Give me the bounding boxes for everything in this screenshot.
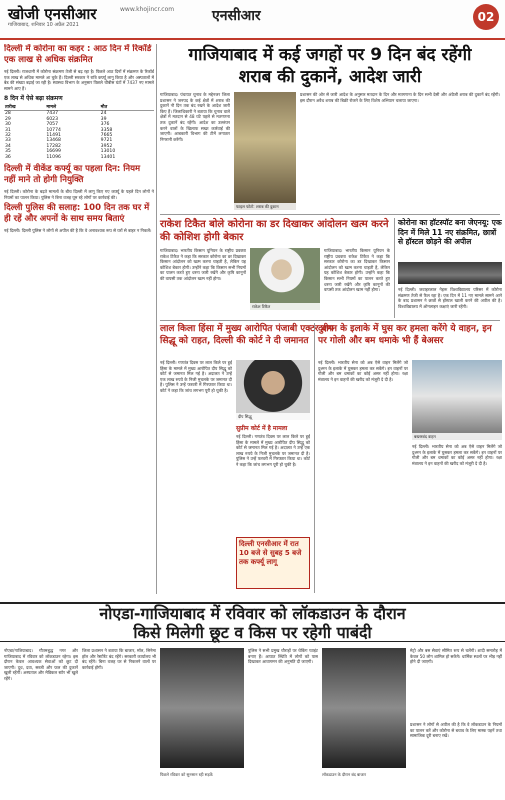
liquor-photo-caption: फाइल फोटो: शराब की दुकान [234, 203, 296, 210]
lockdown-street-photo-right [322, 648, 406, 768]
tikait-article-body-cont: गाजियाबाद। भारतीय किसान यूनियन के राष्ट्रीय प्रवक्ता राकेश टिकैत ने कहा कि सरकार कोरोना का डर दिखाकर किसान आंदोलन को खत्म करना चाहती है, लेकिन यह कोशिश बेकार होगी। उन्होंने कहा कि किसान सभी नियमों का पालन करते हुए धरना जारी रखेंगे और कृषि कानूनों की वापसी तक आंदोलन खत्म नहीं होगा। [324, 248, 390, 293]
fort-headline: लाल किला हिंसा में मुख्य आरोपित पंजाबी एक्टर दीप सिद्धू को राहत, दिल्ली की कोर्ट ने दी जमानत [160, 324, 334, 346]
liquor-shop-photo [234, 92, 296, 210]
column-divider [314, 323, 315, 593]
table-cell: 17282 [46, 143, 61, 149]
table-cell: 7665 [100, 133, 113, 138]
column-divider [156, 44, 157, 594]
tikait-photo [250, 248, 320, 310]
fort-article-body-2: नई दिल्ली। गणतंत्र दिवस पर लाल किले पर हुई हिंसा के मामले में मुख्य आरोपित दीप सिद्धू को कोर्ट से जमानत मिल गई है। अदालत ने उन्हें एक लाख रुपये के निजी मुचलके पर जमानत दी है। पुलिस ने उन्हें फरवरी में गिरफ्तार किया था। कोर्ट ने कहा कि जांच लगभग पूरी हो चुकी है। [236, 434, 310, 467]
armored-vehicle-photo [412, 360, 502, 440]
section-divider [160, 320, 500, 321]
table-cell: 3952 [100, 143, 113, 149]
liquor-article-body-2: प्रशासन की ओर से जारी आदेश के अनुसार मतदान के दिन और मतगणना के दिन सभी देसी और अंग्रेजी शराब की दुकानें बंद रहेंगी। इस दौरान अवैध शराब की बिक्री रोकने के लिए विशेष अभियान चलाया जाएगा। [300, 92, 500, 103]
main-headline [160, 44, 500, 88]
table-cell: 24 [100, 111, 107, 117]
table-cell: 35 [5, 149, 11, 155]
dateline: गाजियाबाद, शनिवार 10 अप्रैल 2021 [8, 22, 79, 28]
table-header: मामले [45, 104, 99, 111]
fort-photo-caption: दीप सिद्धू [236, 413, 310, 420]
table-cell: 28 [5, 111, 11, 117]
jnu-article-body: नई दिल्ली। जवाहरलाल नेहरू विश्वविद्यालय परिसर में कोरोना संक्रमण तेजी से फैल रहा है। एक दिन में 11 नए मामले सामने आने के बाद प्रशासन ने छात्रों से हॉस्टल खाली करने की अपील की है। विश्वविद्यालय में ऑनलाइन कक्षाएं जारी रहेंगी। [398, 287, 502, 309]
table-cell: 33 [5, 138, 11, 144]
table-cell: 34 [5, 143, 11, 149]
liquor-article-body: गाजियाबाद। पंचायत चुनाव के मद्देनजर जिला प्रशासन ने जनपद के कई क्षेत्रों में शराब की दुकानें नौ दिन तक बंद रखने के आदेश जारी किए हैं। जिलाधिकारी ने बताया कि चुनाव वाले क्षेत्रों में मतदान से 48 घंटे पहले से मतगणना तक दुकानें बंद रहेंगी। आदेश का उल्लंघन करने वालों के खिलाफ सख्त कार्रवाई की जाएगी। आबकारी विभाग की टीमें लगातार निगरानी करेंगी। [160, 92, 230, 142]
left-headline-3: दिल्ली पुलिस की सलाह: 100 दिन तक घर में ही रहें और अपनों के साथ समय बिताएं [4, 203, 150, 225]
table-cell: 30 [5, 122, 11, 128]
lockdown-body-col2: जिला प्रशासन ने बताया कि बाजार, मॉल, सिनेमा हॉल और रेस्टोरेंट बंद रहेंगे। सरकारी कार्यालय भी बंद रहेंगे। बिना वजह घर से निकलने वालों पर कार्रवाई होगी। [82, 648, 156, 670]
table-cell: 376 [100, 122, 110, 128]
lockdown-caption-left: पिछले रविवार को सुनसान रही सड़कें [160, 772, 213, 777]
table-cell: 13468 [46, 138, 61, 144]
edition-url: www.khojincr.com [120, 6, 175, 13]
vehicle-article-body: नई दिल्ली। भारतीय सेना को अब ऐसे वाहन मिलेंगे जो दुश्मन के इलाके में घुसकर हमला कर सकेंगे। इन वाहनों पर गोली और बम धमाकों का कोई असर नहीं होगा। रक्षा मंत्रालय ने इन वाहनों की खरीद को मंजूरी दे दी है। [318, 360, 408, 382]
lockdown-body-col4: मेट्रो और बस सेवाएं सीमित रूप से चलेंगी। शादी समारोह में केवल 50 लोग शामिल हो सकेंगे। धार्मिक स्थलों पर भीड़ नहीं होने दी जाएगी। [410, 648, 502, 665]
left-body: नई दिल्ली। राजधानी में कोरोना संक्रमण तेजी से बढ़ रहा है। पिछले आठ दिनों में संक्रमण के रिकॉर्ड एक लाख से अधिक मामले आ चुके हैं। दिल्ली सरकार ने रात्रि कर्फ्यू लागू किया है और अस्पतालों में बेड की संख्या बढ़ाई जा रही है। स्वास्थ्य विभाग के अनुसार पिछले चौबीस घंटों में 7437 नए मामले सामने आए हैं। [4, 69, 154, 91]
tikait-article-body: गाजियाबाद। भारतीय किसान यूनियन के राष्ट्रीय प्रवक्ता राकेश टिकैत ने कहा कि सरकार कोरोना का डर दिखाकर किसान आंदोलन को खत्म करना चाहती है, लेकिन यह कोशिश बेकार होगी। उन्होंने कहा कि किसान सभी नियमों का पालन करते हुए धरना जारी रखेंगे और कृषि कानूनों की वापसी तक आंदोलन खत्म नहीं होगा। [160, 248, 246, 281]
left-column [4, 44, 154, 564]
left-body-2: नई दिल्ली। कोरोना के बढ़ते मामलों के बीच दिल्ली में लागू किए गए कर्फ्यू के पहले दिन लोगों ने नियमों का पालन किया। पुलिस ने बिना वजह घूम रहे लोगों पर कार्रवाई की। [4, 189, 154, 200]
table-cell: 13401 [100, 154, 116, 160]
table-header: मौत [100, 104, 154, 111]
section-title: एनसीआर [212, 8, 261, 24]
table-cell: 7057 [46, 122, 59, 128]
curfew-notice-text: दिल्ली एनसीआर में रात 10 बजे से सुबह 5 बजे तक कर्फ्यू लागू [239, 540, 302, 566]
table-cell: 32 [5, 133, 11, 138]
table-cell: 39 [100, 116, 107, 122]
table-header: तारीख [4, 104, 45, 111]
left-body-3: नई दिल्ली। दिल्ली पुलिस ने लोगों से अपील की है कि वे अनावश्यक रूप से घरों से बाहर न निकलें। [4, 228, 152, 234]
lockdown-street-photo-left [160, 648, 244, 768]
fort-subhead: सुप्रीम कोर्ट में है मामला [236, 425, 288, 432]
lockdown-body-col5: प्रशासन ने लोगों से अपील की है कि वे लॉकडाउन के नियमों का पालन करें और कोरोना से बचाव के लिए मास्क पहनें तथा सामाजिक दूरी बनाए रखें। [410, 722, 502, 739]
deep-sidhu-photo [236, 360, 310, 420]
table-cell: 31 [5, 127, 11, 133]
table-cell: 29 [5, 116, 11, 122]
column-divider [394, 218, 395, 318]
main-headline-line1: गाजियाबाद में कई जगहों पर 9 दिन बंद रहेंगी [188, 45, 472, 65]
lockdown-caption-right: लॉकडाउन के दौरान बंद बाजार [322, 772, 366, 777]
tikait-photo-caption: राकेश टिकैत [250, 303, 320, 310]
lockdown-body-col1: नोएडा/गाजियाबाद। गौतमबुद्ध नगर और गाजियाबाद में रविवार को लॉकडाउन रहेगा। इस दौरान केवल आवश्यक सेवाओं को छूट दी जाएगी। दूध, दवा, सब्जी और फल की दुकानें खुली रहेंगी। अस्पताल और मेडिकल स्टोर भी खुले रहेंगे। [4, 648, 78, 681]
fort-article-body: नई दिल्ली। गणतंत्र दिवस पर लाल किले पर हुई हिंसा के मामले में मुख्य आरोपित दीप सिद्धू को कोर्ट से जमानत मिल गई है। अदालत ने उन्हें एक लाख रुपये के निजी मुचलके पर जमानत दी है। पुलिस ने उन्हें फरवरी में गिरफ्तार किया था। कोर्ट ने कहा कि जांच लगभग पूरी हो चुकी है। [160, 360, 232, 393]
lockdown-body-col3: पुलिस ने सभी प्रमुख चौराहों पर चेकिंग प्वाइंट बनाए हैं। आपात स्थिति में लोगों को पास दिखाकर आवागमन की अनुमति दी जाएगी। [248, 648, 318, 665]
left-headline: दिल्ली में कोरोना का कहर : आठ दिन में रिकॉर्ड एक लाख से अधिक संक्रमित [4, 44, 152, 65]
table-cell: 9721 [100, 138, 113, 144]
cases-table-title: 8 दिन में ऐसे बढ़ा संक्रमण [4, 95, 63, 103]
tikait-headline: राकेश टिकैत बोले कोरोना का डर दिखाकर आंदोलन खत्म करने की कोशिश होगी बेकार [160, 219, 389, 243]
vehicle-headline: दुश्मन के इलाके में घुस कर हमला करेंगे ये वाहन, इन पर गोली और बम धमाके भी हैं बेअसर [318, 324, 492, 346]
vehicle-article-body-2: नई दिल्ली। भारतीय सेना को अब ऐसे वाहन मिलेंगे जो दुश्मन के इलाके में घुसकर हमला कर सकेंगे। इन वाहनों पर गोली और बम धमाकों का कोई असर नहीं होगा। रक्षा मंत्रालय ने इन वाहनों की खरीद को मंजूरी दे दी है। [412, 444, 502, 466]
table-row [4, 155, 154, 160]
cases-table [4, 104, 154, 160]
page-number-badge: 02 [473, 4, 499, 30]
table-cell: 11491 [46, 133, 61, 138]
left-headline-2: दिल्ली में वीकेंड कर्फ्यू का पहला दिन: नियम नहीं माने तो होगी नियुक्ति [4, 164, 141, 186]
table-cell: 7437 [46, 111, 59, 117]
lockdown-headline-band [0, 602, 505, 642]
table-cell: 13010 [100, 149, 116, 155]
table-cell: 3358 [100, 127, 113, 133]
jnu-headline: कोरोना का हॉटस्पॉट बना जेएनयू: एक दिन में मिले 11 नए संक्रमित, छात्रों से हॉस्टल छोड़ने की अपील [398, 218, 502, 246]
table-cell: 16699 [46, 149, 61, 155]
table-cell: 6023 [46, 116, 59, 122]
table-cell: 36 [5, 154, 11, 160]
curfew-notice-box [236, 537, 310, 589]
table-cell: 10774 [46, 127, 61, 133]
lockdown-headline-line1: नोएडा-गाजियाबाद में रविवार को लॉकडाउन के दौरान [99, 604, 406, 623]
table-cell: 11096 [46, 154, 61, 160]
main-headline-line2: शराब की दुकानें, आदेश जारी [238, 67, 422, 87]
jnu-photo [398, 262, 502, 284]
lockdown-headline-line2: किसे मिलेगी छूट व किस पर रहेगी पाबंदी [133, 623, 372, 642]
masthead [0, 0, 505, 40]
vehicle-photo-caption: बख्तरबंद वाहन [412, 433, 502, 440]
brand-name: खोजी एनसीआर [8, 5, 97, 23]
section-divider [160, 214, 500, 215]
